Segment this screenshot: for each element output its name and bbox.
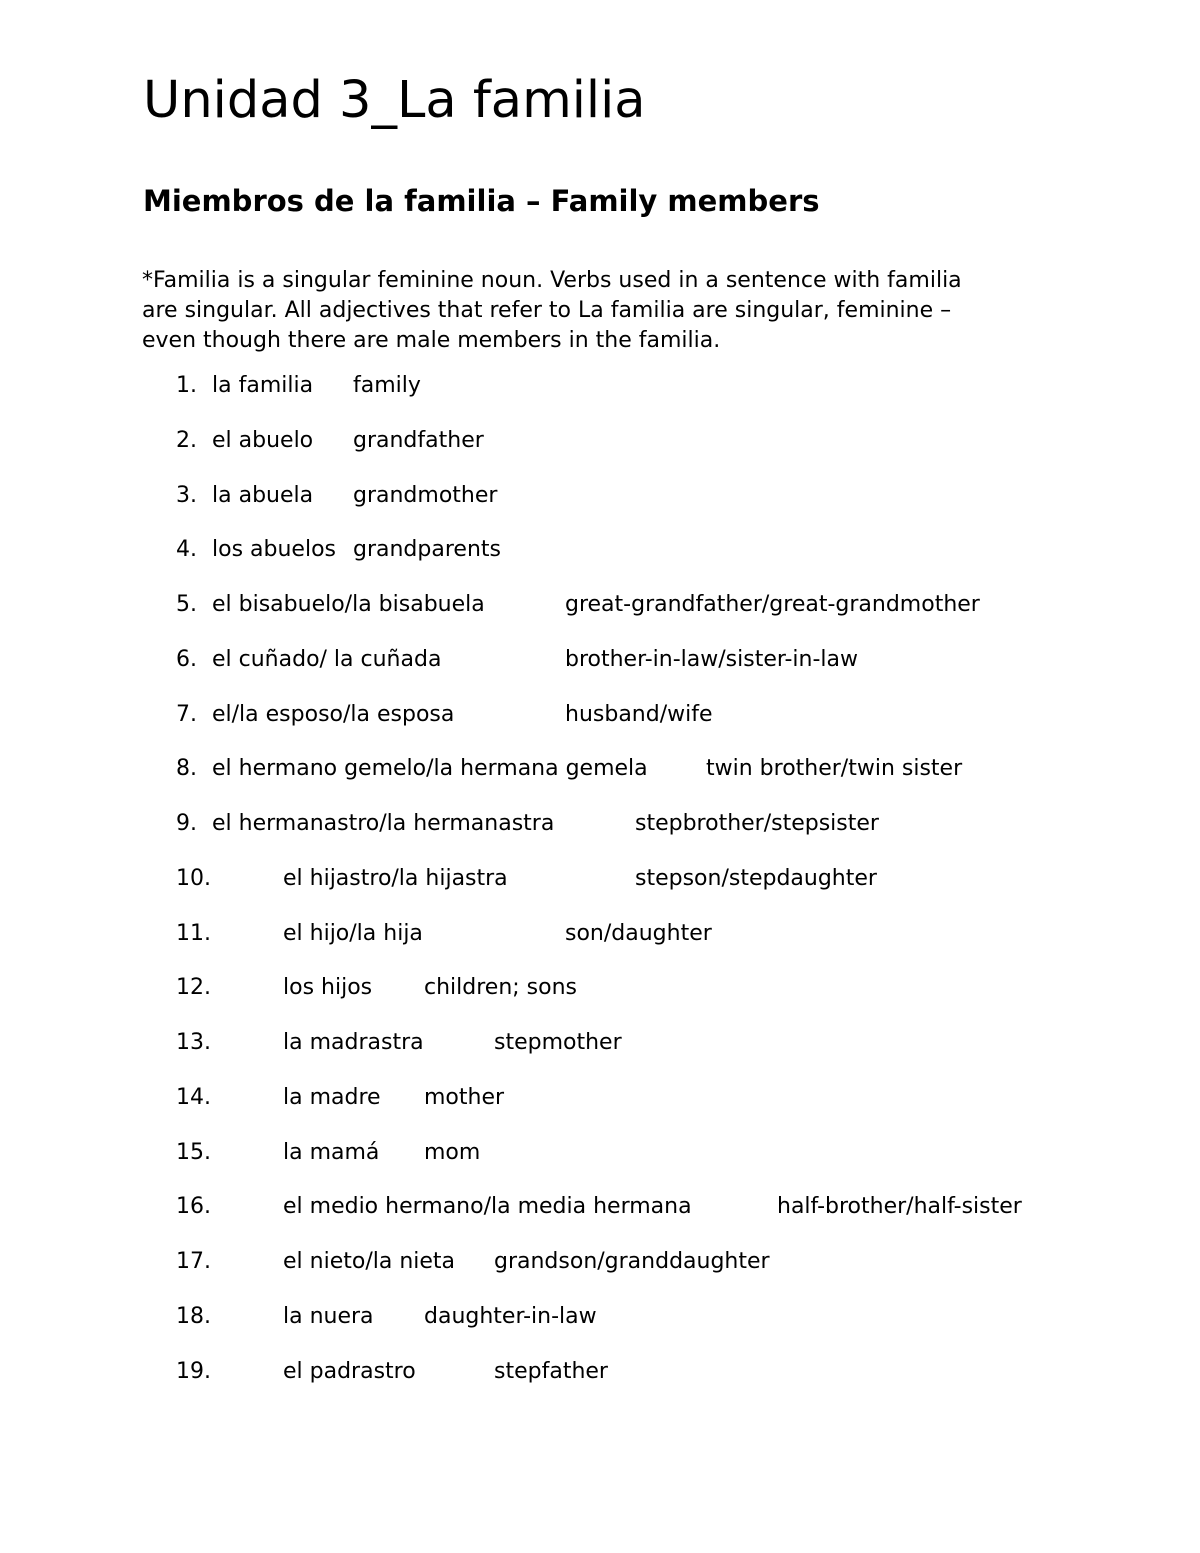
vocab-spanish: el medio hermano/la media hermana — [283, 1194, 692, 1219]
vocab-english: grandparents — [353, 537, 501, 562]
vocab-spanish: el/la esposo/la esposa — [212, 702, 455, 727]
vocab-item — [0, 700, 1200, 730]
vocab-english: daughter-in-law — [424, 1304, 597, 1329]
vocab-number: 18. — [176, 1304, 211, 1329]
vocab-item — [0, 973, 1200, 1003]
vocab-english: son/daughter — [565, 921, 712, 946]
vocab-english: stepson/stepdaughter — [635, 866, 877, 891]
note-line: even though there are male members in the familia. — [142, 328, 721, 353]
vocab-english: great-grandfather/great-grandmother — [565, 592, 980, 617]
vocab-spanish: el hijastro/la hijastra — [283, 866, 508, 891]
note-line: are singular. All adjectives that refer to La familia are singular, feminine – — [142, 298, 952, 323]
vocab-english: half-brother/half-sister — [777, 1194, 1022, 1219]
vocab-item — [0, 481, 1200, 511]
vocab-item — [0, 371, 1200, 401]
vocab-number: 3. — [176, 483, 197, 508]
vocab-english: grandfather — [353, 428, 484, 453]
vocab-number: 14. — [176, 1085, 211, 1110]
vocab-english: grandmother — [353, 483, 498, 508]
vocab-number: 1. — [176, 373, 197, 398]
vocab-item — [0, 1247, 1200, 1277]
vocab-item — [0, 535, 1200, 565]
vocab-spanish: la familia — [212, 373, 314, 398]
vocab-spanish: el cuñado/ la cuñada — [212, 647, 442, 672]
vocab-spanish: la abuela — [212, 483, 314, 508]
vocab-english: twin brother/twin sister — [706, 756, 963, 781]
vocab-spanish: los hijos — [283, 975, 373, 1000]
vocab-item — [0, 864, 1200, 894]
vocab-item — [0, 590, 1200, 620]
vocab-spanish: el hijo/la hija — [283, 921, 423, 946]
vocab-number: 10. — [176, 866, 211, 891]
vocab-spanish: la madre — [283, 1085, 381, 1110]
vocab-english: grandson/granddaughter — [494, 1249, 770, 1274]
vocab-english: stepfather — [494, 1359, 608, 1384]
vocab-english: mother — [424, 1085, 505, 1110]
vocab-number: 2. — [176, 428, 197, 453]
vocab-number: 17. — [176, 1249, 211, 1274]
vocab-item — [0, 919, 1200, 949]
page-title: Unidad 3_La familia — [143, 71, 646, 130]
vocab-english: stepbrother/stepsister — [635, 811, 879, 836]
vocab-number: 9. — [176, 811, 197, 836]
vocab-english: mom — [424, 1140, 481, 1165]
vocab-item — [0, 1138, 1200, 1168]
vocab-item — [0, 754, 1200, 784]
note-line: *Familia is a singular feminine noun. Verbs used in a sentence with familia — [142, 268, 962, 293]
vocab-number: 19. — [176, 1359, 211, 1384]
vocab-spanish: el padrastro — [283, 1359, 416, 1384]
vocab-number: 7. — [176, 702, 197, 727]
vocab-number: 5. — [176, 592, 197, 617]
vocab-item — [0, 1357, 1200, 1387]
vocab-spanish: la mamá — [283, 1140, 380, 1165]
vocab-number: 16. — [176, 1194, 211, 1219]
vocab-item — [0, 426, 1200, 456]
vocab-item — [0, 1192, 1200, 1222]
vocab-spanish: la nuera — [283, 1304, 374, 1329]
vocab-number: 15. — [176, 1140, 211, 1165]
vocab-english: brother-in-law/sister-in-law — [565, 647, 859, 672]
vocab-spanish: el bisabuelo/la bisabuela — [212, 592, 485, 617]
vocab-spanish: el hermanastro/la hermanastra — [212, 811, 555, 836]
vocab-spanish: el nieto/la nieta — [283, 1249, 456, 1274]
vocab-number: 6. — [176, 647, 197, 672]
vocab-english: children; sons — [424, 975, 578, 1000]
vocab-spanish: el abuelo — [212, 428, 314, 453]
vocab-english: husband/wife — [565, 702, 713, 727]
vocab-spanish: los abuelos — [212, 537, 336, 562]
vocab-spanish: la madrastra — [283, 1030, 424, 1055]
vocab-spanish: el hermano gemelo/la hermana gemela — [212, 756, 648, 781]
section-heading: Miembros de la familia – Family members — [143, 184, 820, 218]
vocab-item — [0, 809, 1200, 839]
vocab-number: 4. — [176, 537, 197, 562]
vocab-item — [0, 1302, 1200, 1332]
vocab-number: 11. — [176, 921, 211, 946]
vocab-english: family — [353, 373, 421, 398]
vocab-item — [0, 645, 1200, 675]
vocab-number: 12. — [176, 975, 211, 1000]
vocab-item — [0, 1083, 1200, 1113]
vocab-english: stepmother — [494, 1030, 622, 1055]
vocab-item — [0, 1028, 1200, 1058]
vocab-number: 13. — [176, 1030, 211, 1055]
vocab-number: 8. — [176, 756, 197, 781]
